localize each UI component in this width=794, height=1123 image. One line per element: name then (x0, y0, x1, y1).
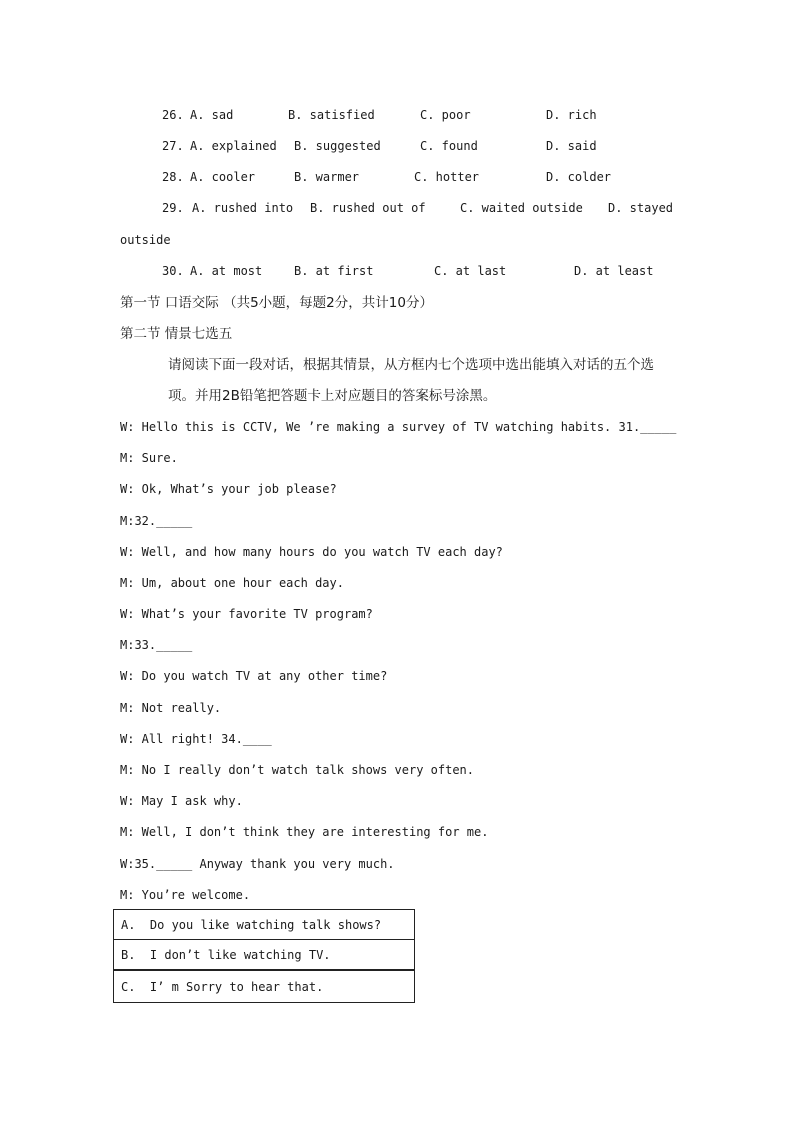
dialogue-line: M: You’re welcome. (120, 888, 251, 902)
option-b: B. rushed out of (310, 201, 426, 215)
dialogue-line: W: Hello this is CCTV, We ’re making a survey of TV watching habits. 31._____ (120, 420, 677, 434)
instruction-line-1: 请阅读下面一段对话，根据其情景，从方框内七个选项中选出能填入对话的五个选 (168, 357, 654, 373)
question-number: 30. (162, 264, 184, 278)
option-d: D. colder (546, 170, 612, 184)
option-d: D. rich (546, 108, 597, 122)
section-heading-seven-choose-five: 第二节 情景七选五 (120, 326, 233, 342)
option-box-a (113, 909, 415, 940)
dialogue-line: W: What’s your favorite TV program? (120, 607, 373, 621)
option-a: A. sad (190, 108, 234, 122)
dialogue-line: W: Ok, What’s your job please? (120, 482, 337, 496)
option-c: C. found (420, 139, 478, 153)
option-text: A. Do you like watching talk shows? (121, 918, 382, 932)
option-text: C. I’ m Sorry to hear that. (121, 980, 324, 994)
dialogue-line: M: No I really don’t watch talk shows very often. (120, 763, 475, 777)
option-box-c (113, 970, 415, 1003)
dialogue-line: M: Not really. (120, 701, 222, 715)
option-b: B. at first (294, 264, 374, 278)
question-number: 28. (162, 170, 184, 184)
question-number: 27. (162, 139, 184, 153)
dialogue-line: W: Do you watch TV at any other time? (120, 669, 388, 683)
question-number: 29. (162, 201, 184, 215)
dialogue-line: W: All right! 34.____ (120, 732, 272, 746)
dialogue-line: M:33._____ (120, 638, 193, 652)
option-a: A. rushed into (192, 201, 294, 215)
dialogue-line: M: Sure. (120, 451, 178, 465)
section-heading-speaking: 第一节 口语交际 （共5小题，每题2分，共计10分） (120, 295, 433, 311)
option-c: C. at last (434, 264, 507, 278)
dialogue-line: M: Um, about one hour each day. (120, 576, 344, 590)
option-b: B. warmer (294, 170, 360, 184)
option-text: B. I don’t like watching TV. (121, 948, 331, 962)
option-a: A. explained (190, 139, 277, 153)
option-d: D. at least (574, 264, 654, 278)
option-c: C. waited outside (460, 201, 583, 215)
option-d: D. stayed (608, 201, 674, 215)
option-b: B. suggested (294, 139, 381, 153)
dialogue-line: W: Well, and how many hours do you watch TV each day? (120, 545, 503, 559)
option-d: D. said (546, 139, 597, 153)
option-c: C. poor (420, 108, 471, 122)
question-number: 26. (162, 108, 184, 122)
dialogue-line: M:32._____ (120, 514, 193, 528)
dialogue-line: W: May I ask why. (120, 794, 243, 808)
option-a: A. cooler (190, 170, 256, 184)
option-b: B. satisfied (288, 108, 375, 122)
instruction-line-2: 项。并用2B铅笔把答题卡上对应题目的答案标号涂黑。 (168, 388, 497, 404)
dialogue-line: W:35._____ Anyway thank you very much. (120, 857, 395, 871)
option-box-b (113, 939, 415, 970)
option-d-continuation: outside (120, 233, 171, 247)
option-c: C. hotter (414, 170, 480, 184)
dialogue-line: M: Well, I don’t think they are interesting for me. (120, 825, 489, 839)
option-a: A. at most (190, 264, 263, 278)
